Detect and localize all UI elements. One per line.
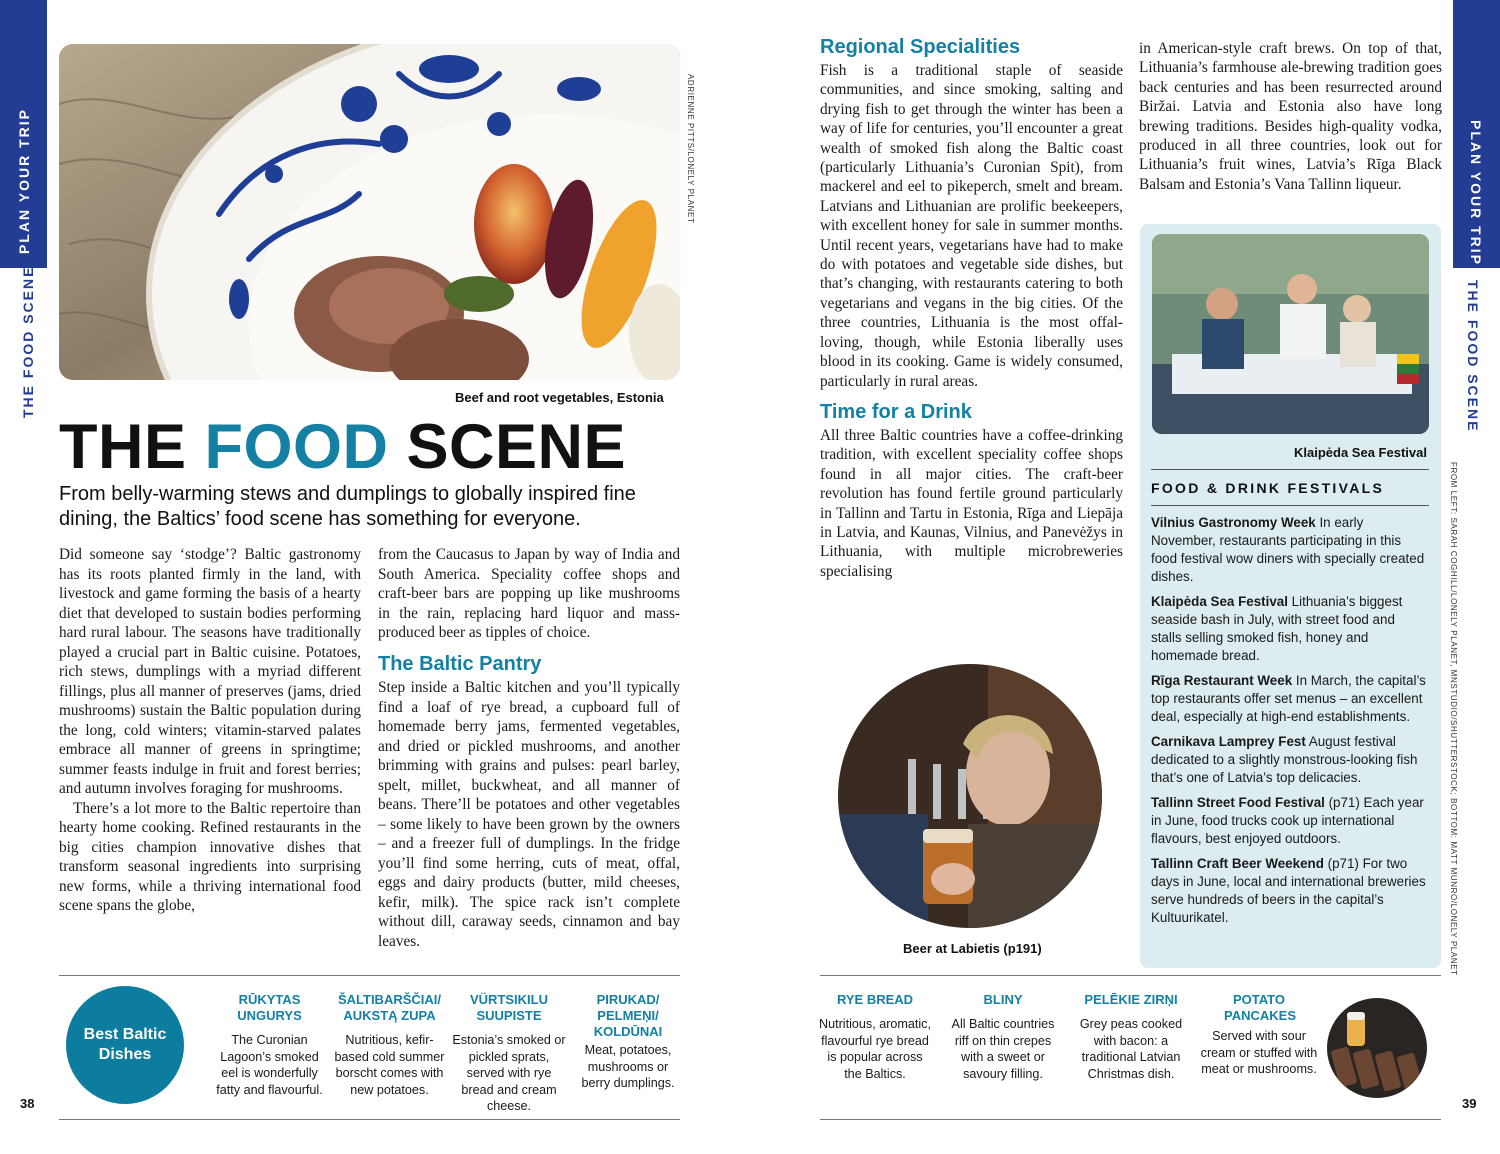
right-chapter-label: THE FOOD SCENE: [1465, 280, 1481, 433]
dish-title: POTATO PANCAKES: [1224, 992, 1296, 1023]
festival-item-text: (p71) Each year in June, food trucks cook up international flavours, best enjoyed outdoors.: [1151, 795, 1424, 846]
body-column-4: [1139, 39, 1442, 194]
festival-item-name: Carnikava Lamprey Fest: [1151, 734, 1306, 749]
festival-item: [1151, 855, 1429, 927]
festival-photo-caption: Klaipėda Sea Festival: [1294, 445, 1427, 460]
beer-photo: [838, 664, 1102, 928]
section-heading-regional-specialities: Regional Specialities: [820, 36, 1021, 58]
dish-title: PIRUKAD/ PELMEŅI/ KOLDŪNAI: [593, 992, 663, 1039]
dish-description: All Baltic countries riff on thin crepes with a sweet or savoury filling.: [951, 1017, 1055, 1081]
body-paragraph: There’s a lot more to the Baltic repertoire than hearty home cooking. Refined restaurants in the big cities champion innovative dishes that transform seasonal ingredients into surprising new forms, while a thriving international food scene spans the globe,: [59, 799, 361, 914]
body-column-2: [378, 545, 680, 951]
dish-description: Grey peas cooked with bacon: a traditional Latvian Christmas dish.: [1079, 1017, 1183, 1081]
dish-item: [944, 992, 1062, 1082]
title-part-food: FOOD: [204, 412, 389, 482]
rye-bread-photo: [1327, 998, 1427, 1098]
right-photo-credit: FROM LEFT: SARAH COGHILL/LONELY PLANET, MNSTUDIO/SHUTTERSTOCK; BOTTOM: MATT MUNRO/LONELY PLANET: [1449, 462, 1458, 976]
dish-title: ŠALTIBARŠČIAI/ AUKSTĄ ZUPA: [337, 992, 442, 1023]
festival-divider-bottom: [1151, 505, 1429, 506]
festival-item-text: August festival dedicated to a slightly monstrous-looking fish that’s one of Latvia’s top delicacies.: [1151, 734, 1418, 785]
festival-item-text: Lithuania’s biggest seaside bash in July, with street food and stalls selling smoked fish, honey and homemade bread.: [1151, 594, 1403, 663]
dish-item: [1072, 992, 1190, 1082]
body-paragraph: Did someone say ‘stodge’? Baltic gastronomy has its roots planted firmly in the land, with livestock and game forming the basis of a hearty diet that developed to sustain bodies performing hard rural labour. The seasons have traditionally played a crucial part in Baltic cuisine. Potatoes, rich stews, dumplings with a myriad different fillings, plus all manner of preserves (jams, dried mushrooms) sustain the Baltic population during the long, cold winters; vitamin-starved palates embrace all manner of greens in springtime; summer feasts indulge in fruit and forest berries; and autumn involves foraging for mushrooms.: [59, 546, 361, 797]
festival-item-name: Klaipėda Sea Festival: [1151, 594, 1288, 609]
body-paragraph: Step inside a Baltic kitchen and you’ll typically find a loaf of rye bread, a cupboard full of homemade berry jams, fermented vegetables, and dried or pickled mushrooms, and another brimming with grains and pulses: pearl barley, spelt, millet, buckwheat, and all manner of beans. There’ll be potatoes and other vegetables – some likely to have been grown by the owners – and a freezer full of dumplings. In the fridge you’ll find some herring, cuts of meat, offal, eggs and dairy products (butter, mild cheeses, kefir, milk). The spice rack isn’t complete without dill, caraway seeds, cinnamon and bay leaves.: [378, 679, 680, 950]
body-column-1: [59, 545, 361, 916]
festival-photo: [1152, 234, 1429, 434]
festival-item-name: Tallinn Street Food Festival: [1151, 795, 1325, 810]
body-paragraph: Fish is a traditional staple of seaside communities, and since smoking, salting and drying fish to get through the winter has been a way of life for centuries, you’ll encounter a great wealth of smoked fish along the Baltic coast (particularly Lithuania’s Curonian Spit), from mackerel and eel to pikeperch, smelt and bream. Latvians and Lithuanian are prolific beekeepers, with excellent honey for sale in summer months. Until recent years, vegetarians have had to make do with potatoes and vegetable side dishes, but that’s changing, with restaurants catering to both vegetarians and vegans in the big cities. Of the three countries, Lithuania is the most offal-loving, though, while Estonia liberally uses blood in its cooking. Game is widely consumed, particularly in rural areas.: [820, 62, 1123, 390]
page-title: [59, 414, 626, 480]
dishes-rule-top-right: [820, 975, 1441, 976]
best-dishes-badge: [66, 986, 184, 1104]
title-part-scene: SCENE: [388, 412, 627, 482]
right-section-label: PLAN YOUR TRIP: [1468, 120, 1484, 266]
page-number-right: 39: [1462, 1096, 1477, 1111]
body-column-3: [820, 36, 1123, 581]
festival-item-text: In March, the capital’s top restaurants offer set menus – an excellent deal, especially at high-end establishments.: [1151, 673, 1426, 724]
hero-caption: Beef and root vegetables, Estonia: [455, 390, 664, 405]
dish-title: RŪKYTAS UNGURYS: [237, 992, 302, 1023]
hero-photo-credit: ADRIENNE PITTS/LONELY PLANET: [686, 74, 695, 224]
section-heading-baltic-pantry: The Baltic Pantry: [378, 652, 542, 675]
title-part-the: THE: [59, 412, 205, 482]
festival-divider-top: [1151, 469, 1429, 470]
festival-item: [1151, 794, 1429, 848]
dishes-rule-bottom-right: [820, 1119, 1441, 1120]
dish-description: Nutritious, aromatic, flavourful rye bread is popular across the Baltics.: [819, 1017, 931, 1081]
body-paragraph: in American-style craft brews. On top of that, Lithuania’s farmhouse ale-brewing tradition goes back centuries and has been resurrected around Biržai. Latvia and Estonia also have long brewing traditions. Besides high-quality vodka, produced in all three countries, look out for Lithuania’s fruit wines, Latvia’s Rīga Black Balsam and Estonia’s Vana Tallinn liqueur.: [1139, 40, 1442, 193]
dish-description: Estonia’s smoked or pickled sprats, served with rye bread and cream cheese.: [452, 1033, 566, 1114]
dish-title: VÜRTSIKILU SUUPISTE: [470, 992, 548, 1023]
festival-item-name: Tallinn Craft Beer Weekend: [1151, 856, 1324, 871]
festival-list: [1151, 514, 1429, 927]
dish-description: Nutritious, kefir-based cold summer borscht comes with new potatoes.: [334, 1033, 445, 1097]
dish-item: [572, 992, 684, 1092]
dish-item: [332, 992, 447, 1098]
dish-title: PELĒKIE ZIRŅI: [1084, 992, 1178, 1007]
dish-item: [450, 992, 568, 1115]
dish-title: RYE BREAD: [836, 992, 914, 1007]
festival-item-text: In early November, restaurants participating in this food festival wow diners with specially created dishes.: [1151, 515, 1425, 584]
dish-description: Served with sour cream or stuffed with meat or mushrooms.: [1200, 1029, 1318, 1077]
festival-item: [1151, 514, 1429, 586]
dish-description: Meat, potatoes, mushrooms or berry dumplings.: [581, 1043, 675, 1091]
dishes-rule-top-left: [59, 975, 680, 976]
festival-item: [1151, 672, 1429, 726]
hero-photo: [59, 44, 680, 380]
festival-item-name: Vilnius Gastronomy Week: [1151, 515, 1316, 530]
section-heading-time-for-a-drink: Time for a Drink: [820, 400, 972, 423]
left-section-label: PLAN YOUR TRIP: [16, 108, 32, 254]
festival-item-name: Rīga Restaurant Week: [1151, 673, 1293, 688]
dish-item: [1200, 992, 1318, 1078]
festival-box-title: FOOD & DRINK FESTIVALS: [1151, 480, 1385, 496]
body-paragraph: All three Baltic countries have a coffee-drinking tradition, with excellent speciality coffee shops found in all major cities. The craft-beer revolution has found fertile ground particularly in Tallinn and Tartu in Estonia, Rīga and Liepāja in Latvia, and Kaunas, Vilnius, and Panevėžys in Lithuania, with multiple microbreweries specialising: [820, 426, 1123, 580]
dishes-rule-bottom-left: [59, 1119, 680, 1120]
left-chapter-label: THE FOOD SCENE: [20, 265, 36, 418]
body-paragraph: from the Caucasus to Japan by way of India and South America. Speciality coffee shops and craft-beer bars are popping up like mushrooms in the rain, replacing hard liquor and mass-produced beer as tipples of choice.: [378, 546, 680, 641]
festival-item: [1151, 593, 1429, 665]
festival-item-text: (p71) For two days in June, local and international breweries serve hundreds of beers in the capital’s Kultuurikatel.: [1151, 856, 1426, 925]
festival-item: [1151, 733, 1429, 787]
beer-photo-caption: Beer at Labietis (p191): [903, 941, 1042, 956]
page-number-left: 38: [20, 1096, 35, 1111]
dish-description: The Curonian Lagoon’s smoked eel is wonderfully fatty and flavourful.: [216, 1033, 323, 1097]
dish-item: [212, 992, 327, 1098]
best-dishes-label: Best Baltic Dishes: [83, 1026, 167, 1063]
dish-title: BLINY: [983, 992, 1023, 1007]
intro-text: From belly-warming stews and dumplings to globally inspired fine dining, the Baltics’ food scene has something for everyone.: [59, 483, 636, 530]
dish-item: [818, 992, 932, 1082]
